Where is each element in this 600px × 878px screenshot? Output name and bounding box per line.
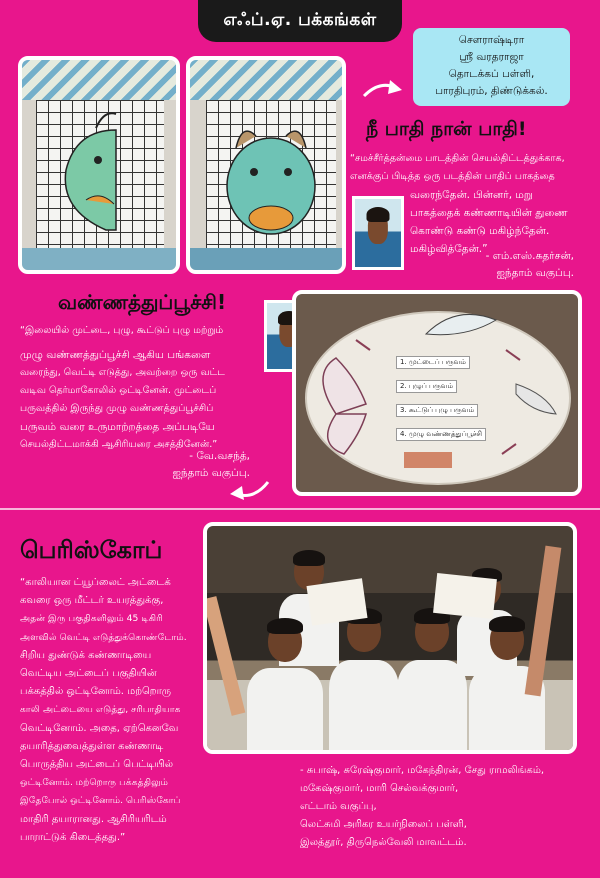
body-line: வெட்டினோம். அதை, ஏற்கெனவே xyxy=(20,722,179,734)
body-line: தயாரித்துவைத்துள்ள கண்ணாடி xyxy=(20,740,164,752)
student-portrait-sudharsan xyxy=(352,196,404,270)
credit-line: ஐந்தாம் வகுப்பு. xyxy=(496,267,574,279)
body-line: “இலையில் முட்டை, புழு, கூட்டுப் புழு மற்றும் xyxy=(20,325,224,336)
body-line: வடிவ தெர்மாகோலில் ஒட்டினேன். முட்டைப் xyxy=(20,385,217,396)
plate-label-3: 3. கூட்டுப் புழு பருவம் xyxy=(396,404,478,417)
body-line: காலி அட்டையை எடுத்து, சரிபாதியாக xyxy=(20,704,181,716)
credit-line: - எம்.எஸ்.சுதர்சன், xyxy=(485,250,574,262)
page-header-tab xyxy=(198,0,402,42)
plate-label-4: 4. முழு வண்ணத்துப்பூச்சி xyxy=(396,428,486,441)
section-body-periscope xyxy=(20,574,200,847)
body-line: “சமச்சீர்த்தன்மை பாடத்தின் செயல்திட்டத்துக்காக, xyxy=(350,153,565,164)
section-divider xyxy=(0,508,600,510)
credit-line: எட்டாம் வகுப்பு, xyxy=(300,801,377,812)
body-line: சிறிய துண்டுக் கண்ணாடியை xyxy=(20,649,152,661)
body-line: எனக்குப் பிடித்த ஒரு படத்தின் பாதிப் பாகத்தை xyxy=(350,171,555,182)
body-line: அளவில் வெட்டி எடுத்துக்கொண்டோம். xyxy=(20,631,187,643)
school-line: ஸ்ரீ வரதராஜா xyxy=(459,51,524,63)
credit-line: - சுபாஷ், சுரேஷ்குமார், மகேந்திரன், சேது ராமலிங்கம், xyxy=(300,765,545,776)
cardboard-periscope xyxy=(433,573,497,619)
half-rhino-drawing xyxy=(36,100,164,252)
credit-line: - வே.வசந்த், xyxy=(189,450,250,462)
school-line: சௌராஷ்டிரா xyxy=(458,34,525,46)
body-line: பக்கத்தில் ஒட்டினோம். மற்றொரு xyxy=(20,686,172,698)
section-body-butterfly xyxy=(20,346,264,454)
body-line: வரைந்தேன். பின்னர், மறு xyxy=(410,189,533,201)
body-line: இதேபோல் ஒட்டினோம். பெரிஸ்கோப் xyxy=(20,795,181,807)
body-line: பாராட்டுக் கிடைத்தது.” xyxy=(20,831,126,843)
lifecycle-plate-drawing xyxy=(296,294,578,492)
credit-periscope xyxy=(300,762,544,852)
body-line: மகிழ்வித்தேன்.” xyxy=(410,243,488,255)
student-figure xyxy=(397,606,467,754)
school-info-box xyxy=(413,28,570,106)
school-line: பாரதிபுரம், திண்டுக்கல். xyxy=(435,85,548,97)
body-line: முழு வண்ணத்துப்பூச்சி ஆகிய பங்களை xyxy=(20,349,211,361)
body-line: மாதிரி தயாரானது. ஆசிரியரிடம் xyxy=(20,813,167,825)
student-figure xyxy=(247,616,323,754)
section-body-symmetry xyxy=(350,150,578,186)
credit-line: ஐந்தாம் வகுப்பு. xyxy=(172,467,250,479)
plate-label-2: 2. புழுப் பருவம் xyxy=(396,380,457,393)
student-figure xyxy=(329,606,399,754)
section-title-butterfly: வண்ணத்துப்பூச்சி! xyxy=(58,290,227,314)
body-line: பருவத்தில் இருந்து முழு வண்ணத்துப்பூச்சிப் xyxy=(20,403,214,414)
body-line: “காலியான ட்யூப்லைட் அட்டைக் xyxy=(20,577,171,588)
body-line: ஒட்டினோம். மற்றொரு பக்கத்திலும் xyxy=(20,777,169,789)
school-line: தொடக்கப் பள்ளி, xyxy=(448,68,535,80)
mirror-drawing-photo xyxy=(186,56,346,274)
credit-line: இலத்தூர், திருநெல்வேலி மாவட்டம். xyxy=(300,837,467,848)
body-line: பருவம் வரை உருமாற்றத்தை அப்படியே xyxy=(20,421,215,433)
body-line: பாகத்தைக் கண்ணாடியின் துணை xyxy=(410,207,568,219)
section-body-butterfly-intro xyxy=(20,322,264,340)
periscope-students-photo xyxy=(203,522,577,754)
cardboard-periscope xyxy=(306,578,367,625)
body-line: கவரை ஒரு மீட்டர் உயரத்துக்கு, xyxy=(20,595,164,607)
credit-line: மகேஷ்குமார், மாரி செல்வக்குமார், xyxy=(300,783,459,794)
body-line: கொண்டு கண்டு மகிழ்ந்தேன். xyxy=(410,225,550,237)
plate-label-1: 1. முட்டைப் பருவம் xyxy=(396,356,470,369)
body-line: பொருத்திய அட்டைப் பெட்டியில் xyxy=(20,759,173,771)
body-line: செயல்திட்டமாக்கி ஆசிரியரை அசத்தினேன்.” xyxy=(20,439,218,450)
curved-arrow-icon xyxy=(360,74,406,104)
credit-symmetry xyxy=(486,248,574,282)
section-title-periscope: பெரிஸ்கோப் xyxy=(20,536,163,564)
curved-arrow-back-icon xyxy=(226,476,272,504)
section-title-symmetry: நீ பாதி நான் பாதி! xyxy=(366,118,527,140)
body-line: அதன் இரு பகுதிகளிலும் 45 டிகிரி xyxy=(20,613,163,625)
page-header-title: எஃப்.ஏ. பக்கங்கள் xyxy=(223,10,377,30)
body-line: வெட்டிய அட்டைப் பகுதியின் xyxy=(20,668,157,680)
butterfly-lifecycle-photo xyxy=(292,290,582,496)
body-line: வரைந்து, வெட்டி எடுத்து, அவற்றை ஒரு வட்ட xyxy=(20,367,225,378)
full-rhino-drawing xyxy=(206,100,336,252)
credit-line: லெட்சுமி அரிகர உயர்நிலைப் பள்ளி, xyxy=(300,819,467,830)
half-drawing-photo xyxy=(18,56,180,274)
